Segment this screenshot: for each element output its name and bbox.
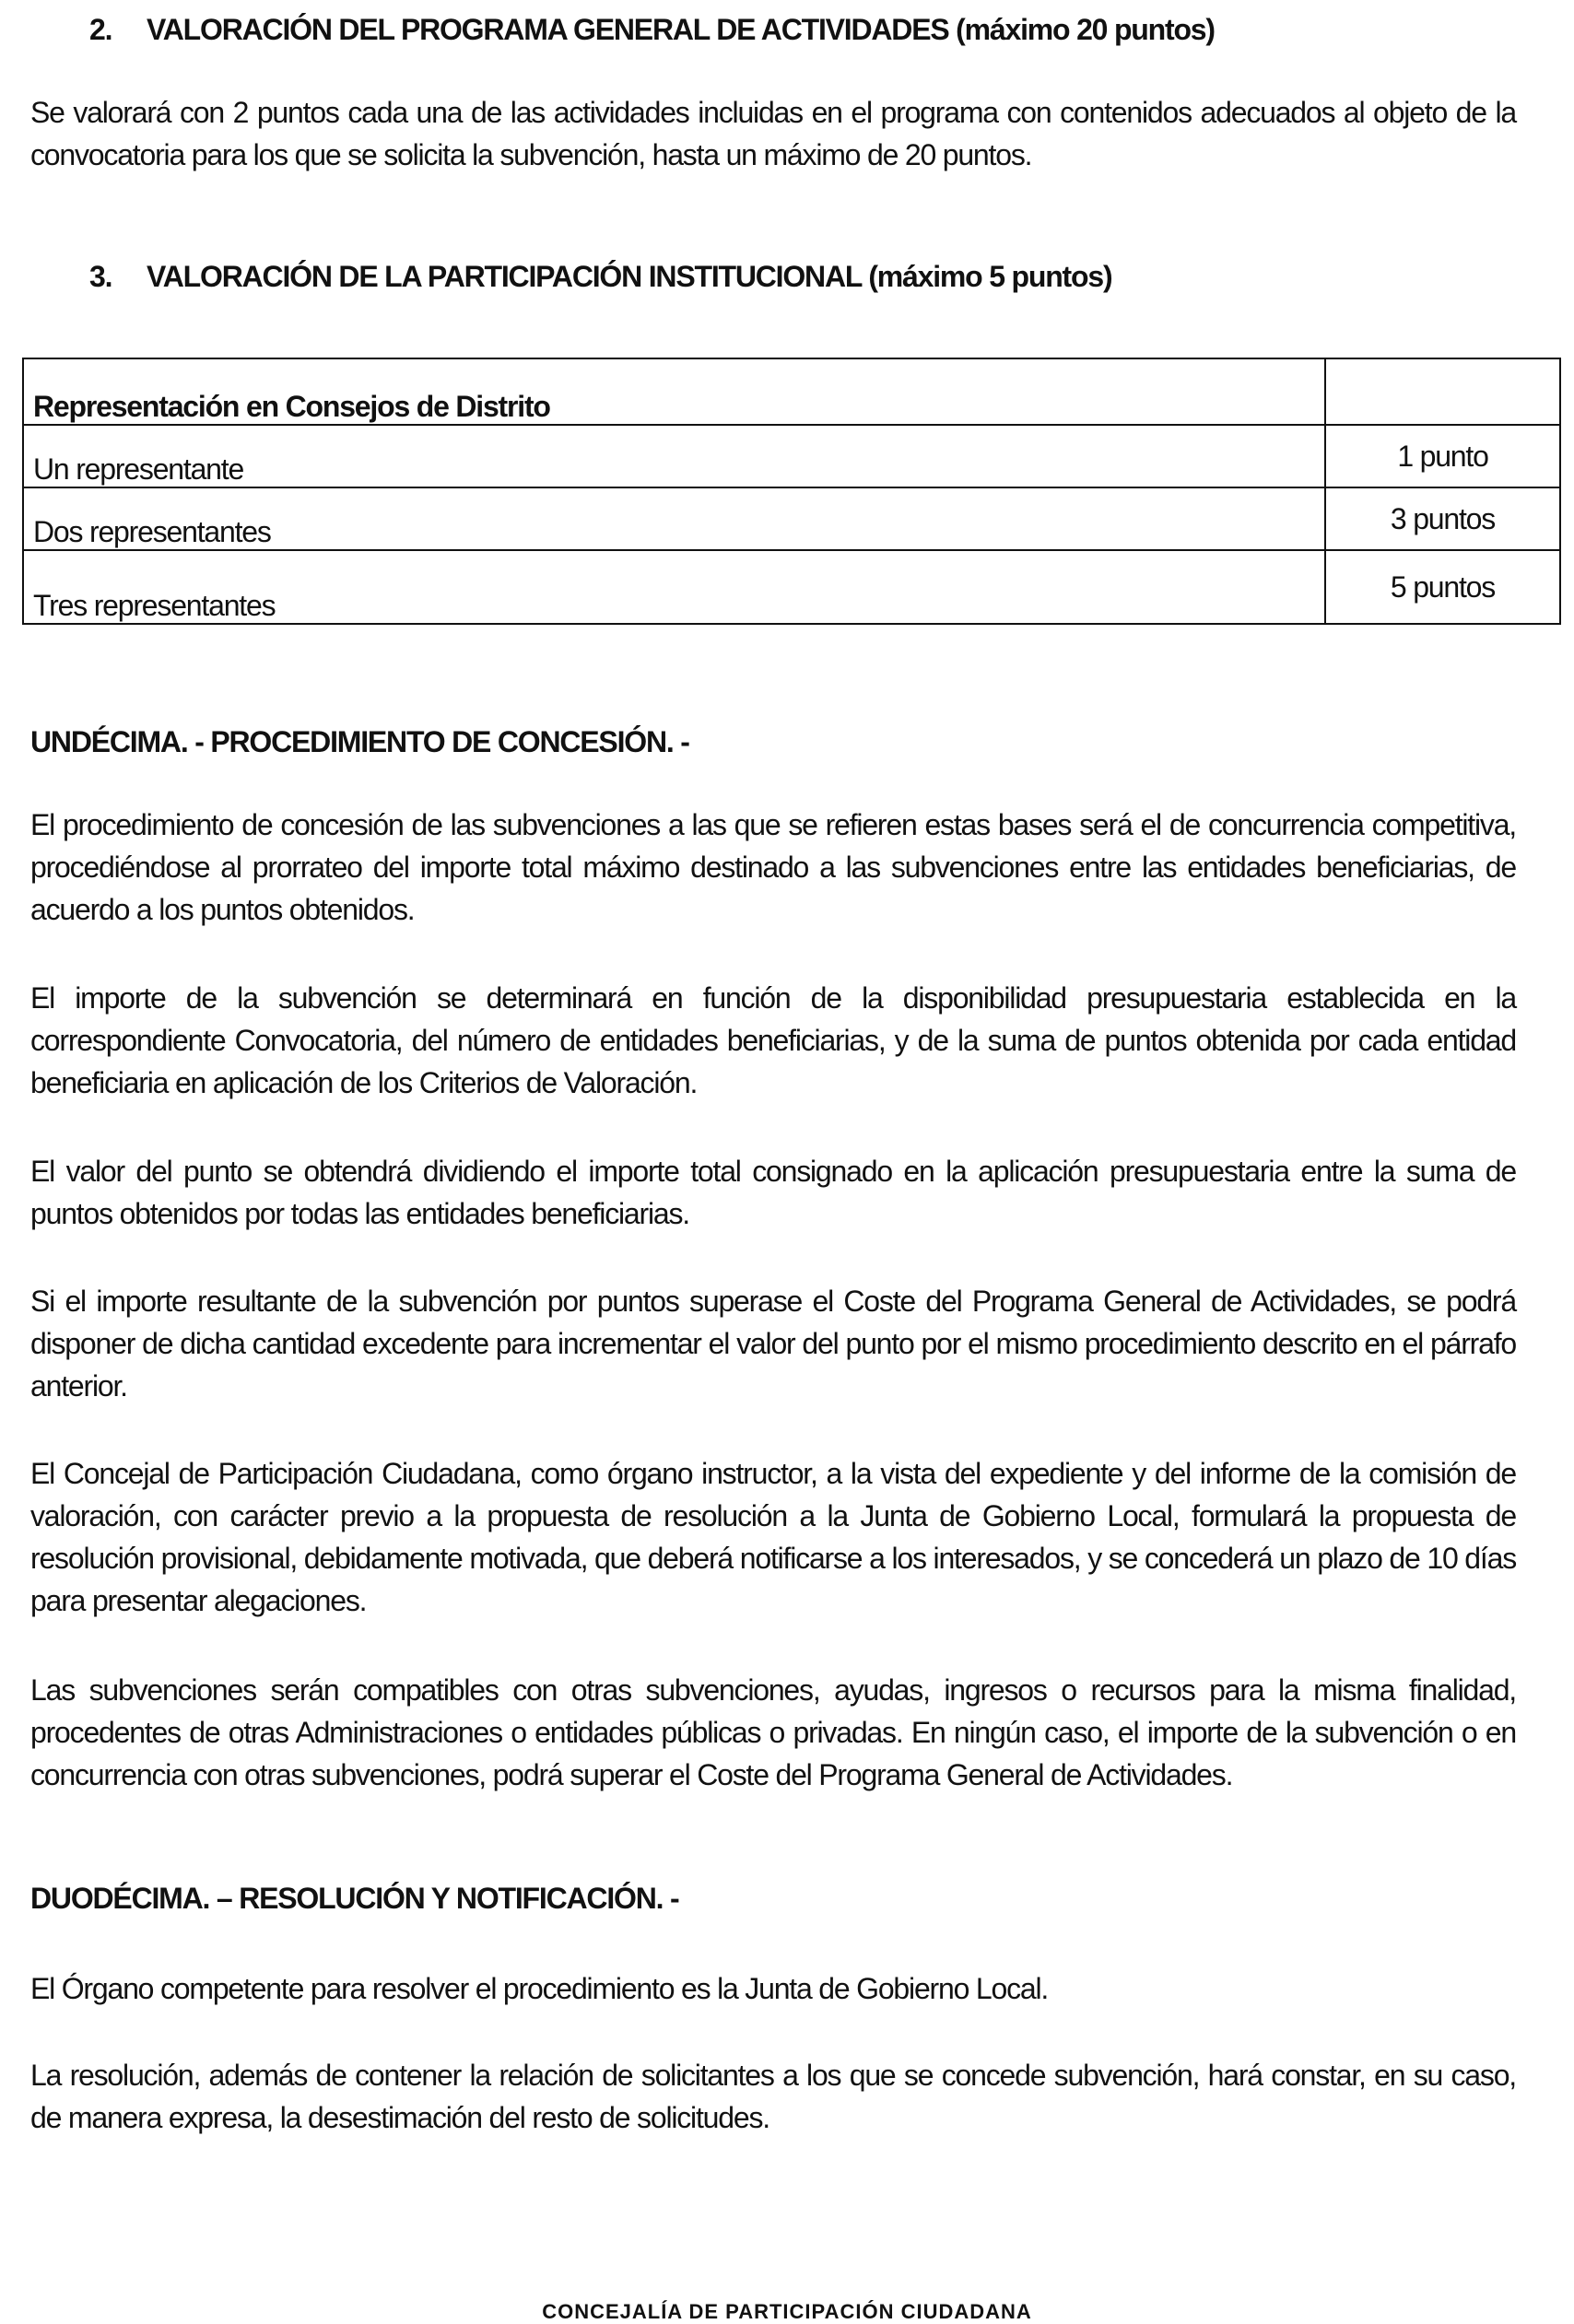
page-footer: CONCEJALÍA DE PARTICIPACIÓN CIUDADANA — [542, 2300, 1032, 2323]
duodecima-heading: DUODÉCIMA. – RESOLUCIÓN Y NOTIFICACIÓN. - — [30, 1882, 679, 1915]
table-row — [23, 550, 1560, 624]
duodecima-paragraph-2: La resolución, además de contener la relación de solicitantes a los que se concede subvención, hará constar, en su caso, de manera expresa, la desestimación del resto de solicitudes. — [30, 2059, 1516, 2134]
table-row-label: Dos representantes — [23, 487, 1325, 550]
undecima-paragraph-2: El importe de la subvención se determinará en función de la disponibilidad presupuestaria establecida en la correspondiente Convocatoria, del número de entidades beneficiarias, y de la suma de puntos obtenida por cada entidad beneficiaria en aplicación de los Criterios de Valoración. — [30, 981, 1516, 1099]
section-2-title: VALORACIÓN DEL PROGRAMA GENERAL DE ACTIVIDADES (máximo 20 puntos) — [147, 13, 1215, 46]
table-header-points — [1325, 358, 1560, 425]
table-row — [23, 425, 1560, 487]
undecima-paragraph-6: Las subvenciones serán compatibles con otras subvenciones, ayudas, ingresos o recursos para la misma finalidad, procedentes de otras Administraciones o entidades públicas o privadas. En ningún caso, el importe de la subvención o en concurrencia con otras subvenciones, podrá superar el Coste del Programa General de Actividades. — [30, 1673, 1516, 1791]
undecima-paragraph-1: El procedimiento de concesión de las subvenciones a las que se refieren estas bases será el de concurrencia competitiva, procediéndose al prorrateo del importe total máximo destinado a las subvenciones entre las entidades beneficiarias, de acuerdo a los puntos obtenidos. — [30, 808, 1516, 926]
table-row-points: 1 punto — [1325, 425, 1560, 487]
section-3-title: VALORACIÓN DE LA PARTICIPACIÓN INSTITUCIONAL (máximo 5 puntos) — [147, 260, 1112, 293]
table-row — [23, 487, 1560, 550]
table-header-row — [23, 358, 1560, 425]
undecima-paragraph-4: Si el importe resultante de la subvención por puntos superase el Coste del Programa General de Actividades, se podrá disponer de dicha cantidad excedente para incrementar el valor del punto por el mismo procedimiento descrito en el párrafo anterior. — [30, 1285, 1516, 1403]
participation-table — [22, 358, 1561, 625]
section-2-heading — [89, 11, 1215, 48]
table-header-label: Representación en Consejos de Distrito — [23, 358, 1325, 425]
section-3-heading — [89, 258, 1111, 295]
table-row-points: 5 puntos — [1325, 550, 1560, 624]
undecima-paragraph-3: El valor del punto se obtendrá dividiendo el importe total consignado en la aplicación presupuestaria entre la suma de puntos obtenidos por todas las entidades beneficiarias. — [30, 1155, 1516, 1230]
undecima-heading: UNDÉCIMA. - PROCEDIMIENTO DE CONCESIÓN. - — [30, 725, 689, 758]
section-2-paragraph: Se valorará con 2 puntos cada una de las actividades incluidas en el programa con contenidos adecuados al objeto de la convocatoria para los que se solicita la subvención, hasta un máximo de 20 puntos. — [30, 96, 1516, 171]
section-3-number: 3. — [89, 260, 112, 293]
section-2-number: 2. — [89, 13, 112, 46]
table-row-points: 3 puntos — [1325, 487, 1560, 550]
table-row-label: Tres representantes — [23, 550, 1325, 624]
table-row-label: Un representante — [23, 425, 1325, 487]
duodecima-paragraph-1: El Órgano competente para resolver el procedimiento es la Junta de Gobierno Local. — [30, 1972, 1049, 2005]
undecima-paragraph-5: El Concejal de Participación Ciudadana, como órgano instructor, a la vista del expediente y del informe de la comisión de valoración, con carácter previo a la propuesta de resolución a la Junta de Gobierno Local, formulará la propuesta de resolución provisional, debidamente motivada, que deberá notificarse a los interesados, y se concederá un plazo de 10 días para presentar alegaciones. — [30, 1457, 1516, 1617]
